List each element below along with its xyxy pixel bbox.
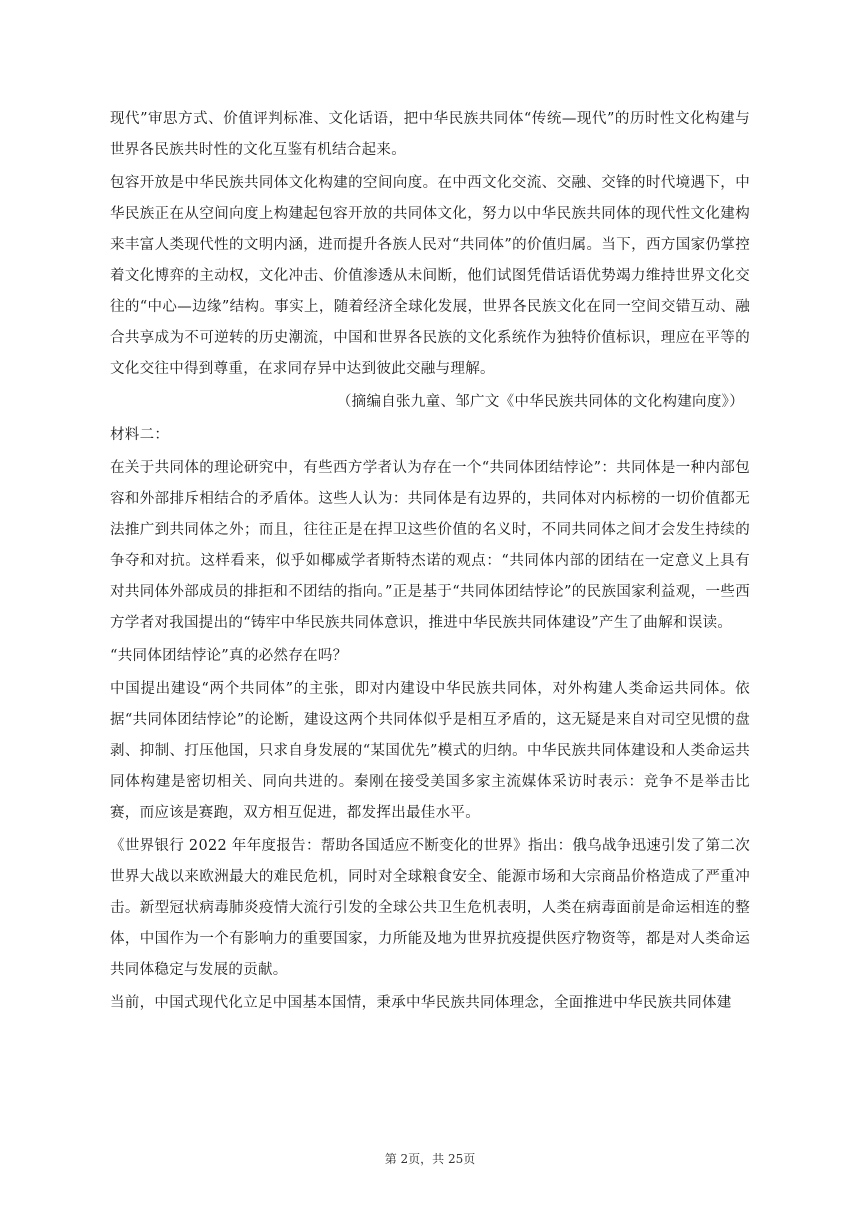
section-heading: 材料二： — [110, 427, 170, 443]
paragraph: 当前，中国式现代化立足中国基本国情，秉承中华民族共同体理念，全面推进中华民族共同体建 — [110, 995, 732, 1011]
page-number: 第 2页，共 25页 — [384, 1152, 476, 1166]
document-body — [110, 104, 750, 1021]
source-citation: （摘编自张九童、邹广文《中华民族共同体的文化构建向度》） — [336, 394, 744, 410]
paragraph: 现代”审思方式、价值评判标准、文化话语，把中华民族共同体“传统—现代”的历时性文化构建与世界各民族共时性的文化互鉴有机结合起来。 — [110, 111, 750, 158]
paragraph: 在关于共同体的理论研究中，有些西方学者认为存在一个“共同体团结悖论”：共同体是一种内部包容和外部排斥相结合的矛盾体。这些人认为：共同体是有边界的，共同体对内标榜的一切价值都无法推广到共同体之外；而且，往往正是在捍卫这些价值的名义时，不同共同体之间才会发生持续的争夺和对抗。这样看来，似乎如椰威学者斯特杰诺的观点：“共同体内部的团结在一定意义上具有对共同体外部成员的排拒和不团结的指向。”正是基于“共同体团结悖论”的民族国家利益观，一些西方学者对我国提出的“铸牢中华民族共同体意识，推进中华民族共同体建设”产生了曲解和误读。 — [110, 460, 750, 631]
paragraph: 中国提出建设“两个共同体”的主张，即对内建设中华民族共同体，对外构建人类命运共同体。依据“共同体团结悖论”的论断，建设这两个共同体似乎是相互矛盾的，这无疑是来自对司空见惯的盘剥、抑制、打压他国，只求自身发展的“某国优先”模式的归纳。中华民族共同体建设和人类命运共同体构建是密切相关、同向共进的。秦刚在接受美国多家主流媒体采访时表示：竞争不是举击比赛，而应该是赛跑，双方相互促进，都发挥出最佳水平。 — [110, 681, 750, 821]
paragraph: 包容开放是中华民族共同体文化构建的空间向度。在中西文化交流、交融、交锋的时代境遇下，中华民族正在从空间向度上构建起包容开放的共同体文化，努力以中华民族共同体的现代性文化建构来丰富人类现代性的文明内涵，进而提升各族人民对“共同体”的价值归属。当下，西方国家仍掌控着文化博弈的主动权，文化冲击、价值渗透从未间断，他们试图凭借话语优势竭力维持世界文化交往的“中心—边缘”结构。事实上，随着经济全球化发展，世界各民族文化在同一空间交错互动、融合共享成为不可逆转的历史潮流，中国和世界各民族的文化系统作为独特价值标识，理应在平等的文化交往中得到尊重，在求同存异中达到彼此交融与理解。 — [110, 175, 750, 377]
paragraph: “共同体团结悖论”真的必然存在吗？ — [110, 648, 348, 664]
paragraph: 《世界银行 2022 年年度报告：帮助各国适应不断变化的世界》指出：俄乌战争迅速引发了第二次世界大战以来欧洲最大的难民危机，同时对全球粮食安全、能源市场和大宗商品价格造成了严重冲击。新型冠状病毒肺炎疫情大流行引发的全球公共卫生危机表明，人类在病毒面前是命运相连的整体，中国作为一个有影响力的重要国家，力所能及地为世界抗疫提供医疗物资等，都是对人类命运共同体稳定与发展的贡献。 — [110, 838, 750, 978]
